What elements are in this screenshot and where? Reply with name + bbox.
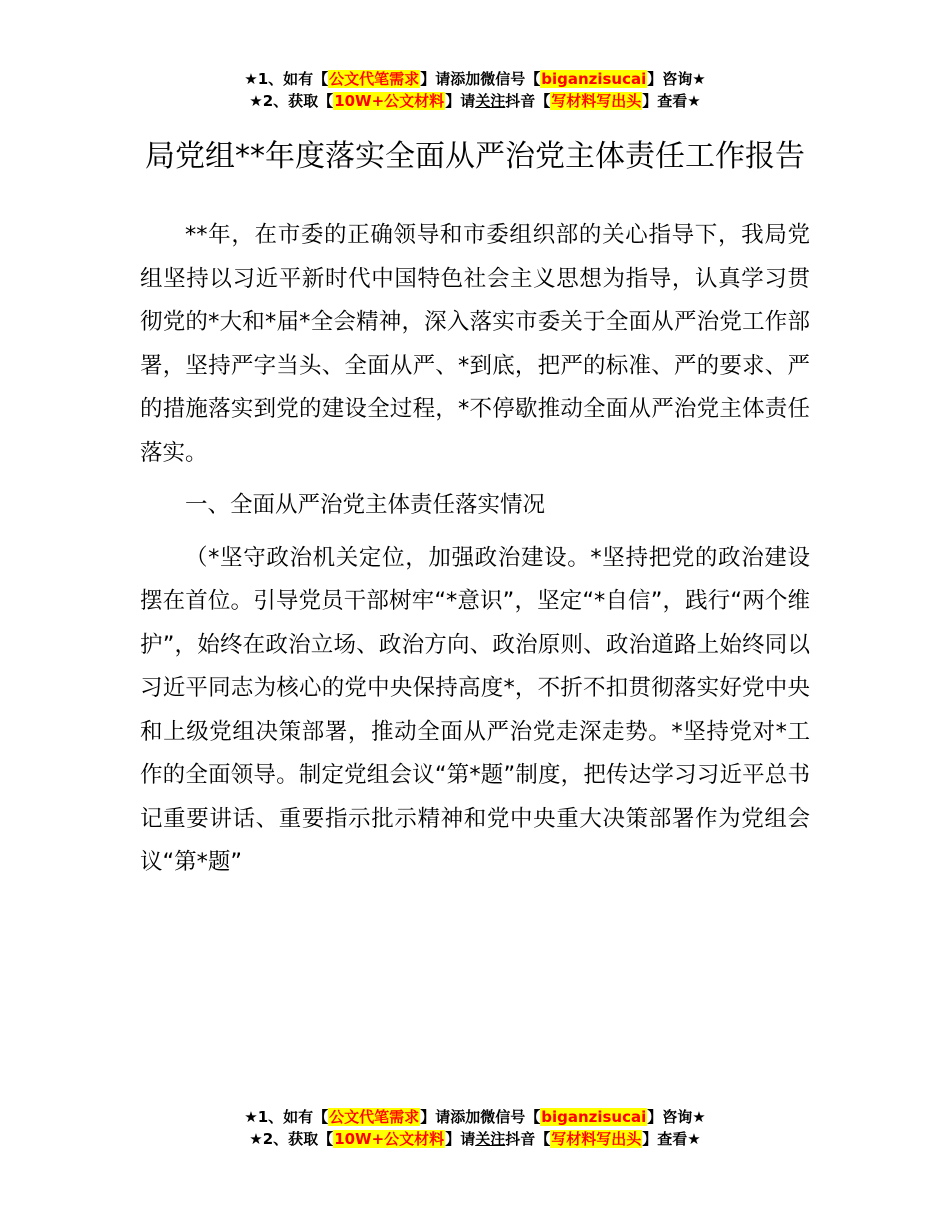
promo-banner-top xyxy=(0,68,950,112)
promo-text: 】咨询★ xyxy=(647,1108,706,1126)
body-paragraph: （*坚守政治机关定位，加强政治建设。*坚持把党的政治建设摆在首位。引导党员干部树牢“*意识”，坚定“*自信”，践行“两个维护”，始终在政治立场、政治方向、政治原则、政治道路上始终同以习近平同志为核心的党中央保持高度*，不折不扣贯彻落实好党中央和上级党组决策部署，推动全面从严治党走深走势。*坚持党对*工作的全面领导。制定党组会议“第*题”制度，把传达学习习近平总书记重要讲话、重要指示批示精神和党中央重大决策部署作为党组会议“第*题” xyxy=(140,544,810,875)
promo-line-1 xyxy=(0,68,950,90)
highlight-douyin-account: 写材料写出头 xyxy=(551,92,642,110)
highlight-service: 公文代笔需求 xyxy=(329,70,420,88)
highlight-wechat-id: biganzisucai xyxy=(541,70,647,88)
underlined-follow: 关注 xyxy=(475,92,506,110)
promo-line-2 xyxy=(0,1128,950,1150)
promo-line-1 xyxy=(0,1106,950,1128)
promo-text: ★2、获取【 xyxy=(249,1130,334,1148)
promo-text: 】查看★ xyxy=(642,92,701,110)
promo-line-2 xyxy=(0,90,950,112)
promo-text: 抖音【 xyxy=(505,92,551,110)
highlight-materials: 10W+公文材料 xyxy=(334,92,445,110)
promo-text: ★2、获取【 xyxy=(249,92,334,110)
promo-text: 抖音【 xyxy=(505,1130,551,1148)
promo-text: 】咨询★ xyxy=(647,70,706,88)
document-title: 局党组**年度落实全面从严治党主体责任工作报告 xyxy=(145,139,805,175)
intro-paragraph: **年，在市委的正确领导和市委组织部的关心指导下，我局党组坚持以习近平新时代中国特色社会主义思想为指导，认真学习贯彻党的*大和*届*全会精神，深入落实市委关于全面从严治党工作部署，坚持严字当头、全面从严、*到底，把严的标准、严的要求、严的措施落实到党的建设全过程，*不停歇推动全面从严治党主体责任落实。 xyxy=(140,222,810,466)
promo-text: 】请添加微信号【 xyxy=(420,70,541,88)
highlight-materials: 10W+公文材料 xyxy=(334,1130,445,1148)
promo-text: 】请 xyxy=(445,92,476,110)
promo-text: 】请添加微信号【 xyxy=(420,1108,541,1126)
section-heading: 一、全面从严治党主体责任落实情况 xyxy=(185,492,546,518)
promo-text: ★1、如有【 xyxy=(244,70,329,88)
underlined-follow: 关注 xyxy=(475,1130,506,1148)
promo-text: ★1、如有【 xyxy=(244,1108,329,1126)
promo-banner-bottom xyxy=(0,1106,950,1150)
highlight-douyin-account: 写材料写出头 xyxy=(551,1130,642,1148)
promo-text: 】请 xyxy=(445,1130,476,1148)
promo-text: 】查看★ xyxy=(642,1130,701,1148)
highlight-service: 公文代笔需求 xyxy=(329,1108,420,1126)
document-body xyxy=(140,214,810,885)
highlight-wechat-id: biganzisucai xyxy=(541,1108,647,1126)
